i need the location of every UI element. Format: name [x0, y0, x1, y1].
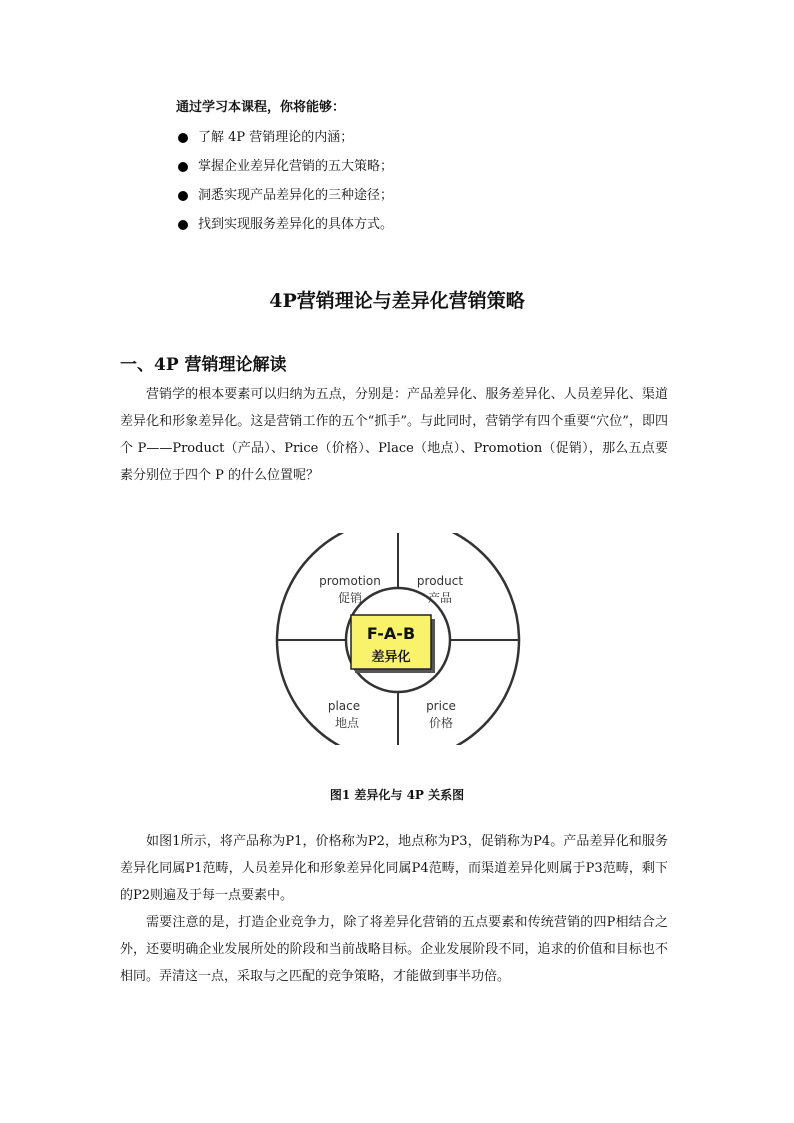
objectives-title: 通过学习本课程，你将能够： [176, 100, 346, 115]
bullet-icon [178, 133, 188, 143]
body-paragraph: 如图1所示，将产品称为P1，价格称为P2，地点称为P3，促销称为P4。产品差异化和服务差异化同属P1范畴，人员差异化和形象差异化同属P4范畴，而渠道差异化则属于P3范畴，剩下的P2则遍及于每一点要素中。 [120, 834, 669, 903]
quadrant-place-en: place [327, 699, 361, 713]
bullet-icon [178, 191, 188, 201]
center-subtitle: 差异化 [371, 650, 411, 665]
quadrant-price-zh: 价格 [428, 716, 454, 730]
fab-4p-diagram [274, 533, 522, 745]
quadrant-price-en: price [426, 699, 456, 713]
section-heading: 一、4P 营销理论解读 [120, 355, 287, 375]
quadrant-promotion-zh: 促销 [337, 591, 363, 605]
body-paragraph: 营销学的根本要素可以归纳为五点，分别是：产品差异化、服务差异化、人员差异化、渠道差异化和形象差异化。这是营销工作的五个“抓手”。与此同时，营销学有四个重要“穴位”，即四个 P——Product（产品）、Price（价格）、Place（地点）、Promotion（促销），那么五点要素分别位于四个 P 的什么位置呢？ [120, 387, 668, 483]
list-item [176, 181, 393, 210]
quadrant-product-en: product [416, 574, 464, 588]
figure-caption: 图1 差异化与 4P 关系图 [329, 788, 465, 802]
list-item [176, 152, 393, 181]
list-item-text: 掌握企业差异化营销的五大策略； [198, 158, 394, 174]
quadrant-place-zh: 地点 [334, 716, 360, 730]
quadrant-product-zh: 产品 [427, 591, 453, 605]
list-item [176, 210, 393, 239]
list-item [176, 123, 393, 152]
list-item-text: 洞悉实现产品差异化的三种途径； [198, 187, 394, 203]
list-item-text: 找到实现服务差异化的具体方式。 [198, 216, 394, 232]
bullet-icon [178, 220, 188, 230]
objectives-list [176, 123, 393, 239]
list-item-text: 了解 4P 营销理论的内涵； [198, 129, 354, 145]
page-title: 4P营销理论与差异化营销策略 [269, 290, 525, 312]
body-paragraph: 需要注意的是，打造企业竞争力，除了将差异化营销的五点要素和传统营销的四P相结合之外，还要明确企业发展所处的阶段和当前战略目标。企业发展阶段不同，追求的价值和目标也不相同。弄清这一点，采取与之匹配的竞争策略，才能做到事半功倍。 [120, 915, 668, 984]
bullet-icon [178, 162, 188, 172]
quadrant-promotion-en: promotion [319, 574, 381, 588]
center-title: F-A-B [366, 624, 416, 643]
